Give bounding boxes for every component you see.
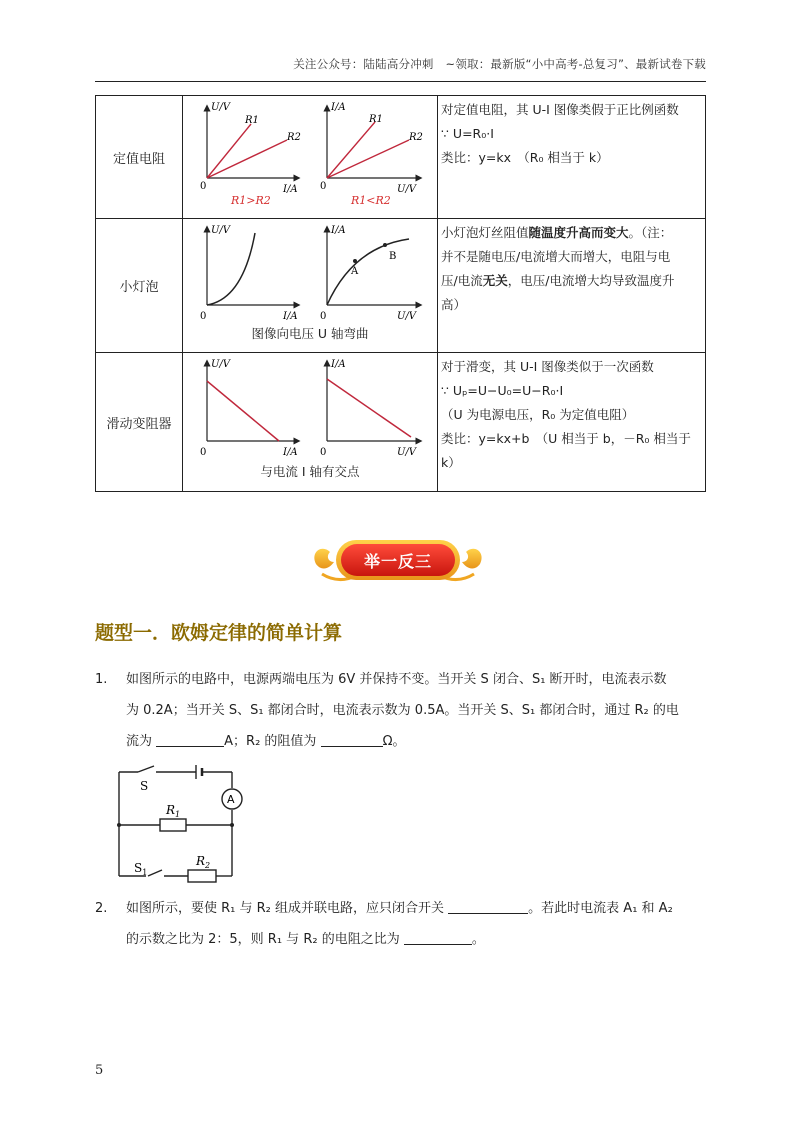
line-r1-label: R1	[369, 114, 383, 125]
point-a-label: A	[351, 266, 359, 277]
ammeter-label: A	[227, 793, 235, 806]
row-name: 小灯泡	[96, 219, 183, 353]
line-r1	[327, 122, 375, 178]
header-rule	[95, 81, 706, 82]
graph-cell	[183, 353, 438, 492]
header-note	[293, 56, 706, 72]
emphasis: 无关	[482, 273, 508, 288]
switch-s	[138, 766, 154, 772]
table-row	[96, 219, 706, 353]
desc-line: （U 为电源电压，R₀ 为定值电阻）	[441, 407, 635, 422]
graph-cell	[183, 96, 438, 219]
x-axis-label: I/A	[283, 447, 298, 458]
graph-cell	[183, 219, 438, 353]
switch-s1-label: $S_1$	[134, 861, 148, 877]
answer-blank[interactable]	[321, 732, 383, 747]
table-row	[96, 353, 706, 492]
emphasis: 随温度升高而变大	[528, 225, 629, 240]
y-axis-label: I/A	[331, 225, 346, 236]
header-right: ~领取：最新版“小中高考-总复习”、最新试卷下载	[445, 57, 706, 71]
question-line: 如图所示的电路中，电源两端电压为 6V 并保持不变。当开关 S 闭合、S₁ 断开时，电流表示数	[126, 672, 667, 687]
lamp-i-u-curve	[327, 239, 409, 305]
fixed-resistor-graphs	[183, 96, 437, 218]
banner-label: 举一反三	[363, 551, 432, 571]
rheostat-graphs	[183, 353, 437, 465]
origin-label: 0	[200, 447, 207, 458]
r1-label: $R_1$	[166, 803, 181, 819]
point-a	[353, 259, 357, 263]
x-axis-label: U/V	[397, 311, 417, 322]
origin-label: 0	[200, 181, 207, 192]
row-description	[438, 96, 706, 219]
relation-label: R1>R2	[231, 194, 271, 207]
resistor-r2	[188, 870, 216, 882]
desc-line: 类比：y=kx+b （U 相当于 b，－R₀ 相当于	[441, 431, 691, 446]
origin-label: 0	[320, 181, 327, 192]
question-line: 的示数之比为 2：5，则 R₁ 与 R₂ 的电阻之比为 。	[126, 932, 485, 947]
desc-line: 对于滑变，其 U-I 图像类似于一次函数	[441, 359, 654, 374]
rheostat-i-u-line	[327, 379, 411, 437]
circuit-diagram	[114, 764, 244, 884]
y-axis-label: I/A	[331, 102, 346, 113]
graph-caption: 图像向电压 U 轴弯曲	[251, 326, 369, 341]
line-r2	[327, 140, 409, 178]
y-axis-label: U/V	[211, 359, 231, 370]
x-axis-label: U/V	[397, 184, 417, 195]
row-name: 定值电阻	[96, 96, 183, 219]
y-axis-label: U/V	[211, 225, 231, 236]
origin-label: 0	[320, 447, 327, 458]
row-name: 滑动变阻器	[96, 353, 183, 492]
desc-line: 类比：y=kx （R₀ 相当于 k）	[441, 150, 609, 165]
relation-label: R1<R2	[351, 194, 391, 207]
question-number: 2.	[95, 901, 108, 916]
property-table	[95, 95, 706, 492]
x-axis-label: I/A	[283, 184, 298, 195]
desc-line: 并不是随电压/电流增大而增大，电阻与电	[441, 249, 671, 264]
desc-line: ∵ U=R₀·I	[441, 126, 494, 141]
question-line: 为 0.2A；当开关 S、S₁ 都闭合时，电流表示数为 0.5A。当开关 S、S₁ 都闭合时，通过 R₂ 的电	[126, 703, 679, 718]
desc-line: k）	[441, 455, 461, 470]
header-left: 关注公众号：陆陆高分冲刺	[293, 57, 434, 71]
answer-blank[interactable]	[404, 930, 472, 945]
row-description	[438, 353, 706, 492]
line-r1	[207, 124, 251, 178]
resistor-r1	[160, 819, 186, 831]
x-axis-label: U/V	[397, 447, 417, 458]
section-title: 题型一．欧姆定律的简单计算	[95, 622, 343, 644]
question-2	[95, 893, 715, 955]
origin-label: 0	[200, 311, 207, 322]
switch-s1	[148, 870, 162, 876]
desc-line: ∵ Uₚ=U−U₀=U−R₀·I	[441, 383, 564, 398]
desc-line: 高）	[441, 297, 467, 312]
lamp-graphs	[183, 219, 437, 327]
answer-blank[interactable]	[448, 899, 528, 914]
question-line: 流为 A；R₂ 的阻值为 Ω。	[126, 734, 406, 749]
desc-line: 压/电流无关，电压/电流增大均导致温度升	[441, 273, 675, 288]
desc-line: 对定值电阻，其 U-I 图像类假于正比例函数	[441, 102, 679, 117]
section-banner	[308, 534, 488, 586]
graph-caption: 与电流 I 轴有交点	[260, 464, 360, 479]
line-r2-label: R2	[287, 132, 301, 143]
answer-blank[interactable]	[156, 732, 224, 747]
desc-line: 小灯泡灯丝阻值随温度升高而变大。（注：	[441, 225, 673, 240]
point-b	[383, 243, 387, 247]
table-row	[96, 96, 706, 219]
row-description	[438, 219, 706, 353]
y-axis-label: U/V	[211, 102, 231, 113]
switch-s-label: S	[140, 779, 149, 793]
x-axis-label: I/A	[283, 311, 298, 322]
question-line: 如图所示，要使 R₁ 与 R₂ 组成并联电路，应只闭合开关 。若此时电流表 A₁ 和 A₂	[126, 901, 673, 916]
lamp-u-i-curve	[207, 233, 255, 305]
page-number: 5	[95, 1063, 104, 1078]
line-r1-label: R1	[245, 115, 259, 126]
point-b-label: B	[389, 251, 397, 262]
r2-label: $R_2$	[196, 854, 211, 870]
line-r2-label: R2	[409, 132, 423, 143]
y-axis-label: I/A	[331, 359, 346, 370]
origin-label: 0	[320, 311, 327, 322]
question-1	[95, 664, 715, 757]
rheostat-u-i-line	[207, 381, 279, 441]
line-r2	[207, 140, 287, 178]
question-number: 1.	[95, 672, 108, 687]
